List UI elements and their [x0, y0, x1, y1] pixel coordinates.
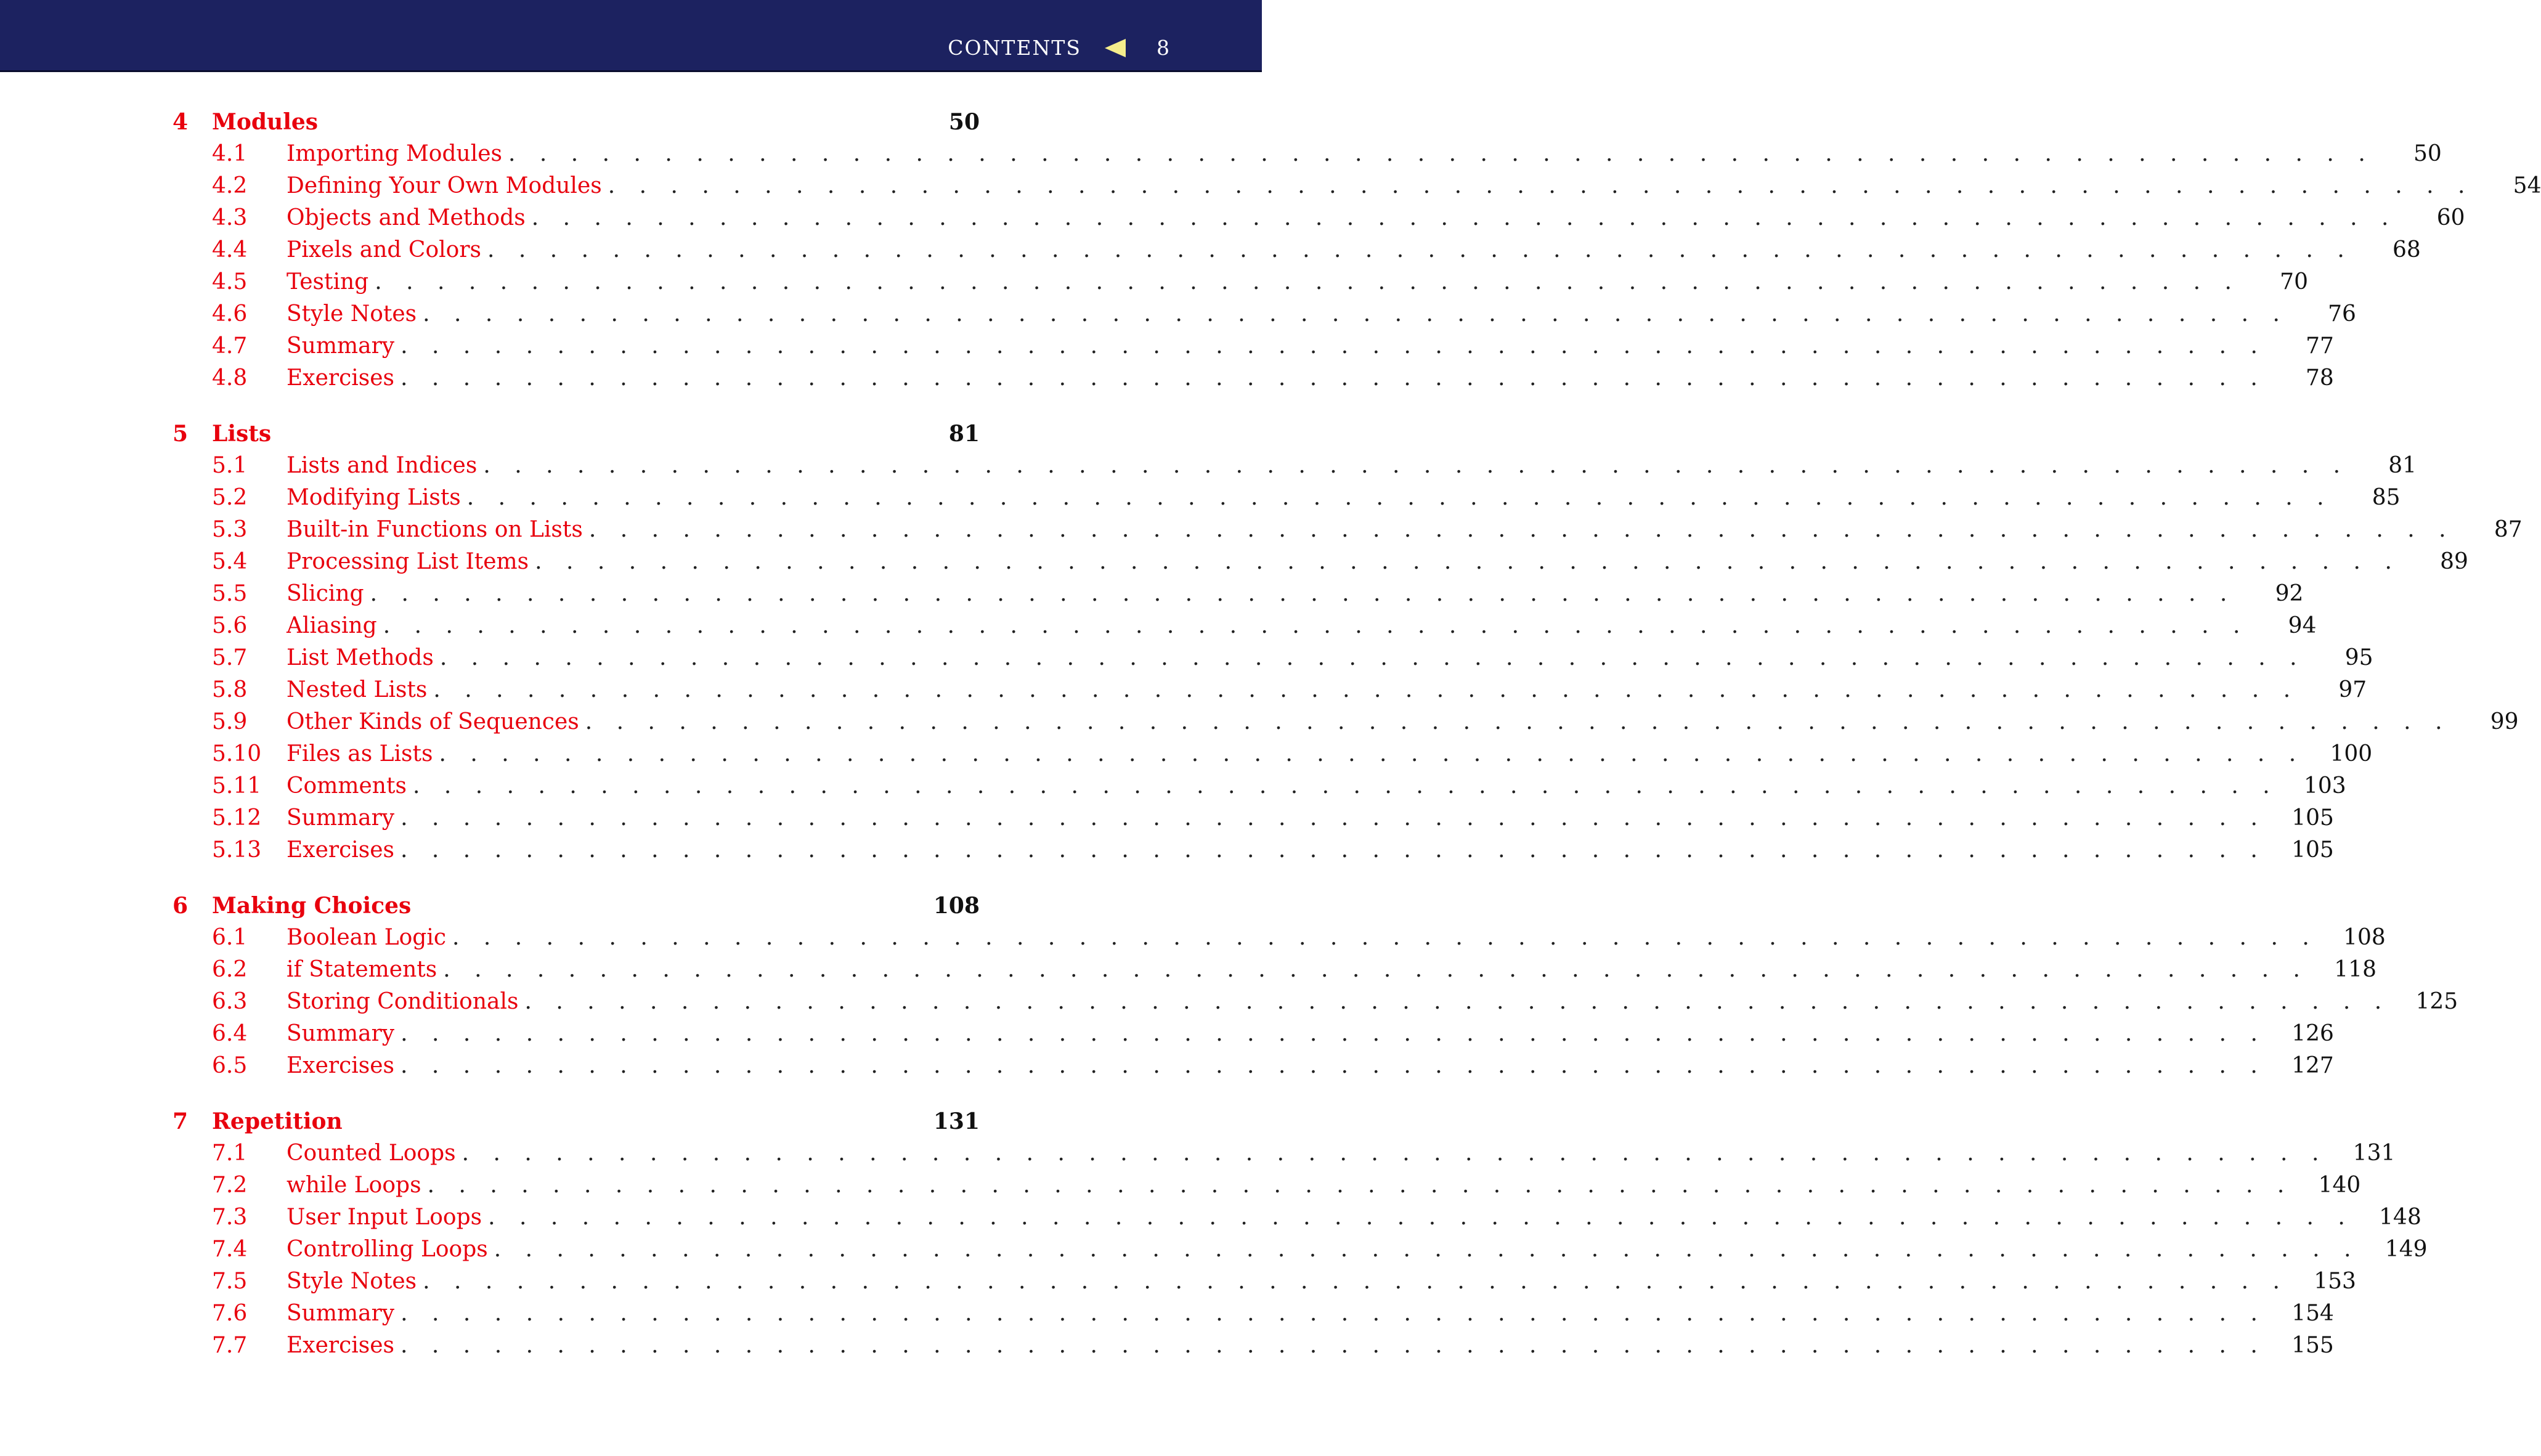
header-bar	[0, 0, 1262, 72]
dot-leader: . . . . . . . . . . . . . . . . . . . . . . . . . . . . . . . . . . . . . . . . . . . . . . . . . . . . . . . . . . . .	[400, 1021, 2266, 1046]
section-number[interactable]: 5.6	[212, 613, 248, 638]
dot-leader: . . . . . . . . . . . . . . . . . . . . . . . . . . . . . . . . . . . . . . . . . . . . . . . . . . . . . . . . . . . .	[452, 925, 2318, 950]
section-title-link[interactable]: Lists and Indices	[287, 453, 478, 478]
section-number[interactable]: 5.5	[212, 581, 248, 606]
dot-leader: . . . . . . . . . . . . . . . . . . . . . . . . . . . . . . . . . . . . . . . . . . . . . . . . . . . . . . . . . . . .	[466, 485, 2333, 510]
section-number[interactable]: 5.1	[212, 453, 248, 478]
section-entry[interactable]	[173, 1266, 2356, 1298]
section-entry[interactable]	[173, 1234, 2428, 1266]
section-entry[interactable]	[173, 514, 2523, 546]
section-number[interactable]: 4.1	[212, 141, 248, 166]
section-number[interactable]: 7.1	[212, 1141, 248, 1166]
dot-leader: . . . . . . . . . . . . . . . . . . . . . . . . . . . . . . . . . . . . . . . . . . . . . . . . . . . . . . . . . . . .	[588, 517, 2455, 542]
dot-leader: . . . . . . . . . . . . . . . . . . . . . . . . . . . . . . . . . . . . . . . . . . . . . . . . . . . . . . . . . . . .	[427, 1173, 2293, 1198]
section-number[interactable]: 4.4	[212, 237, 248, 262]
section-page-number: 126	[2291, 1021, 2334, 1046]
section-number[interactable]: 6.2	[212, 957, 248, 982]
section-number[interactable]: 7.2	[212, 1173, 248, 1198]
dot-leader: . . . . . . . . . . . . . . . . . . . . . . . . . . . . . . . . . . . . . . . . . . . . . . . . . . . . . . . . . . . .	[412, 773, 2279, 799]
section-page-number: 105	[2291, 837, 2334, 863]
page-number: 8	[1157, 36, 1169, 60]
chapter-entry[interactable]	[173, 418, 980, 450]
dot-leader: . . . . . . . . . . . . . . . . . . . . . . . . . . . . . . . . . . . . . . . . . . . . . . . . . . . . . . . . . . . .	[400, 333, 2266, 359]
section-title-link[interactable]: Objects and Methods	[287, 205, 526, 230]
section-title-link[interactable]: if Statements	[287, 957, 437, 982]
section-title-link[interactable]: Controlling Loops	[287, 1237, 488, 1262]
section-title-link[interactable]: Defining Your Own Modules	[287, 173, 602, 198]
chapter-title-link[interactable]: Making Choices	[212, 893, 412, 919]
section-page-number: 81	[2388, 453, 2417, 478]
dot-leader: . . . . . . . . . . . . . . . . . . . . . . . . . . . . . . . . . . . . . . . . . . . . . . . . . . . . . . . . . . . .	[400, 1333, 2266, 1358]
dot-leader: . . . . . . . . . . . . . . . . . . . . . . . . . . . . . . . . . . . . . . . . . . . . . . . . . . . . . . . . . . . .	[433, 677, 2299, 702]
chapter-number[interactable]: 4	[173, 109, 189, 135]
section-page-number: 108	[2343, 925, 2386, 950]
section-page-number: 92	[2275, 581, 2304, 606]
section-page-number: 140	[2318, 1173, 2361, 1198]
section-number[interactable]: 5.13	[212, 837, 262, 863]
section-entry[interactable]	[173, 202, 2465, 234]
section-number[interactable]: 5.3	[212, 517, 248, 542]
chapter-page-number: 81	[948, 421, 980, 447]
dot-leader: . . . . . . . . . . . . . . . . . . . . . . . . . . . . . . . . . . . . . . . . . . . . . . . . . . . . . . . . . . . .	[585, 709, 2451, 734]
section-title-link[interactable]: Comments	[287, 773, 407, 799]
section-entry[interactable]	[173, 266, 2308, 298]
section-title-link[interactable]: Slicing	[287, 581, 364, 606]
section-title-link[interactable]: Importing Modules	[287, 141, 502, 166]
section-page-number: 100	[2330, 741, 2373, 767]
header-section-label[interactable]: CONTENTS	[948, 36, 1081, 60]
section-number[interactable]: 7.3	[212, 1205, 248, 1230]
section-number[interactable]: 7.4	[212, 1237, 248, 1262]
section-page-number: 85	[2372, 485, 2401, 510]
dot-leader: . . . . . . . . . . . . . . . . . . . . . . . . . . . . . . . . . . . . . . . . . . . . . . . . . . . . . . . . . . . .	[494, 1237, 2360, 1262]
section-number[interactable]: 5.8	[212, 677, 248, 702]
section-page-number: 78	[2305, 365, 2334, 391]
section-title-link[interactable]: Storing Conditionals	[287, 989, 519, 1014]
section-entry[interactable]	[173, 234, 2421, 266]
section-entry[interactable]	[173, 1298, 2334, 1330]
section-title-link[interactable]: Summary	[287, 805, 395, 831]
dot-leader: . . . . . . . . . . . . . . . . . . . . . . . . . . . . . . . . . . . . . . . . . . . . . . . . . . . . . . . . . . . .	[487, 237, 2353, 262]
section-entry[interactable]	[173, 138, 2442, 170]
section-title-link[interactable]: Style Notes	[287, 1269, 417, 1294]
dot-leader: . . . . . . . . . . . . . . . . . . . . . . . . . . . . . . . . . . . . . . . . . . . . . . . . . . . . . . . . . . . .	[423, 301, 2288, 327]
section-number[interactable]: 5.9	[212, 709, 248, 734]
chapter-number[interactable]: 5	[173, 421, 189, 447]
section-number[interactable]: 4.6	[212, 301, 248, 327]
dot-leader: . . . . . . . . . . . . . . . . . . . . . . . . . . . . . . . . . . . . . . . . . . . . . . . . . . . . . . . . . . . .	[488, 1205, 2354, 1230]
section-number[interactable]: 6.5	[212, 1053, 248, 1078]
chapter-page-number: 50	[948, 109, 980, 135]
section-number[interactable]: 4.2	[212, 173, 248, 198]
dot-leader: . . . . . . . . . . . . . . . . . . . . . . . . . . . . . . . . . . . . . . . . . . . . . . . . . . . . . . . . . . . .	[370, 581, 2236, 606]
section-page-number: 76	[2328, 301, 2356, 327]
section-page-number: 54	[2513, 173, 2541, 198]
chapter-page-number: 108	[933, 893, 980, 919]
section-title-link[interactable]: Pixels and Colors	[287, 237, 482, 262]
section-page-number: 131	[2352, 1141, 2396, 1166]
section-entry[interactable]	[173, 298, 2356, 330]
section-page-number: 68	[2392, 237, 2421, 262]
section-number[interactable]: 6.3	[212, 989, 248, 1014]
section-entry[interactable]	[173, 170, 2541, 202]
section-title-link[interactable]: Exercises	[287, 837, 395, 863]
dot-leader: . . . . . . . . . . . . . . . . . . . . . . . . . . . . . . . . . . . . . . . . . . . . . . . . . . . . . . . . . . . .	[443, 957, 2309, 982]
section-title-link[interactable]: Summary	[287, 1021, 395, 1046]
section-title-link[interactable]: Exercises	[287, 1053, 395, 1078]
section-number[interactable]: 4.8	[212, 365, 248, 391]
section-page-number: 148	[2379, 1205, 2421, 1230]
section-number[interactable]: 7.7	[212, 1333, 248, 1358]
section-entry[interactable]	[173, 674, 2367, 706]
chapter-number[interactable]: 6	[173, 893, 189, 919]
section-page-number: 87	[2494, 517, 2523, 542]
section-number[interactable]: 6.4	[212, 1021, 248, 1046]
section-entry[interactable]	[173, 330, 2334, 362]
section-title-link[interactable]: Processing List Items	[287, 549, 529, 574]
chapter-page-number: 131	[933, 1108, 980, 1134]
dot-leader: . . . . . . . . . . . . . . . . . . . . . . . . . . . . . . . . . . . . . . . . . . . . . . . . . . . . . . . . . . . .	[375, 269, 2240, 295]
dot-leader: . . . . . . . . . . . . . . . . . . . . . . . . . . . . . . . . . . . . . . . . . . . . . . . . . . . . . . . . . . . .	[400, 365, 2266, 391]
section-number[interactable]: 5.11	[212, 773, 262, 799]
section-number[interactable]: 6.1	[212, 925, 248, 950]
dot-leader: . . . . . . . . . . . . . . . . . . . . . . . . . . . . . . . . . . . . . . . . . . . . . . . . . . . . . . . . . . . .	[608, 173, 2474, 198]
section-page-number: 105	[2291, 805, 2334, 831]
dot-leader: . . . . . . . . . . . . . . . . . . . . . . . . . . . . . . . . . . . . . . . . . . . . . . . . . . . . . . . . . . . .	[400, 837, 2266, 863]
section-entry[interactable]	[173, 770, 2346, 802]
section-number[interactable]: 4.3	[212, 205, 248, 230]
section-title-link[interactable]: Exercises	[287, 1333, 395, 1358]
section-number[interactable]: 5.2	[212, 485, 248, 510]
section-entry[interactable]	[173, 922, 2386, 954]
section-page-number: 50	[2413, 141, 2442, 166]
section-entry[interactable]	[173, 482, 2401, 514]
left-triangle-icon[interactable]	[1105, 39, 1126, 57]
section-entry[interactable]	[173, 1330, 2334, 1362]
section-entry[interactable]	[173, 1137, 2396, 1169]
section-page-number: 118	[2334, 957, 2376, 982]
toc-chapter	[173, 418, 2523, 866]
dot-leader: . . . . . . . . . . . . . . . . . . . . . . . . . . . . . . . . . . . . . . . . . . . . . . . . . . . . . . . . . . . .	[461, 1141, 2328, 1166]
section-page-number: 70	[2280, 269, 2308, 295]
section-page-number: 125	[2415, 989, 2458, 1014]
section-number[interactable]: 5.7	[212, 645, 248, 670]
section-page-number: 94	[2288, 613, 2317, 638]
dot-leader: . . . . . . . . . . . . . . . . . . . . . . . . . . . . . . . . . . . . . . . . . . . . . . . . . . . . . . . . . . . .	[535, 549, 2401, 574]
section-title-link[interactable]: Summary	[287, 333, 395, 359]
section-page-number: 103	[2303, 773, 2346, 799]
section-page-number: 153	[2314, 1269, 2356, 1294]
chapter-title-link[interactable]: Repetition	[212, 1108, 343, 1134]
section-entry[interactable]	[173, 802, 2334, 834]
section-page-number: 77	[2306, 333, 2334, 359]
section-entry[interactable]	[173, 738, 2373, 770]
section-title-link[interactable]: Modifying Lists	[287, 485, 461, 510]
dot-leader: . . . . . . . . . . . . . . . . . . . . . . . . . . . . . . . . . . . . . . . . . . . . . . . . . . . . . . . . . . . .	[483, 453, 2349, 478]
header-nav	[948, 36, 1169, 60]
section-page-number: 127	[2291, 1053, 2334, 1078]
section-title-link[interactable]: Nested Lists	[287, 677, 428, 702]
section-title-link[interactable]: Counted Loops	[287, 1141, 456, 1166]
toc-chapter	[173, 106, 2541, 394]
section-page-number: 155	[2291, 1333, 2334, 1358]
section-title-link[interactable]: Aliasing	[287, 613, 377, 638]
section-entry[interactable]	[173, 1050, 2334, 1082]
section-entry[interactable]	[173, 1202, 2421, 1234]
section-entry[interactable]	[173, 834, 2334, 866]
section-number[interactable]: 5.4	[212, 549, 248, 574]
dot-leader: . . . . . . . . . . . . . . . . . . . . . . . . . . . . . . . . . . . . . . . . . . . . . . . . . . . . . . . . . . . .	[400, 1053, 2266, 1078]
dot-leader: . . . . . . . . . . . . . . . . . . . . . . . . . . . . . . . . . . . . . . . . . . . . . . . . . . . . . . . . . . . .	[439, 741, 2305, 767]
toc-chapter	[173, 890, 2458, 1082]
dot-leader: . . . . . . . . . . . . . . . . . . . . . . . . . . . . . . . . . . . . . . . . . . . . . . . . . . . . . . . . . . . .	[383, 613, 2249, 638]
table-of-contents	[173, 106, 2541, 1385]
section-entry[interactable]	[173, 642, 2373, 674]
section-number[interactable]: 4.7	[212, 333, 248, 359]
section-entry[interactable]	[173, 610, 2317, 642]
section-entry[interactable]	[173, 1169, 2361, 1202]
section-page-number: 149	[2384, 1237, 2428, 1262]
toc-chapter	[173, 1105, 2428, 1362]
section-entry[interactable]	[173, 954, 2376, 986]
section-entry[interactable]	[173, 706, 2519, 738]
chapter-entry[interactable]	[173, 106, 980, 138]
section-title-link[interactable]: Files as Lists	[287, 741, 433, 767]
section-number[interactable]: 7.6	[212, 1301, 248, 1326]
section-title-link[interactable]: Testing	[287, 269, 369, 295]
section-title-link[interactable]: Boolean Logic	[287, 925, 447, 950]
section-page-number: 89	[2440, 549, 2468, 574]
section-title-link[interactable]: while Loops	[287, 1173, 421, 1198]
section-page-number: 60	[2436, 205, 2465, 230]
dot-leader: . . . . . . . . . . . . . . . . . . . . . . . . . . . . . . . . . . . . . . . . . . . . . . . . . . . . . . . . . . . .	[439, 645, 2306, 670]
dot-leader: . . . . . . . . . . . . . . . . . . . . . . . . . . . . . . . . . . . . . . . . . . . . . . . . . . . . . . . . . . . .	[423, 1269, 2288, 1294]
section-title-link[interactable]: Summary	[287, 1301, 395, 1326]
section-title-link[interactable]: Style Notes	[287, 301, 417, 327]
chapter-entry[interactable]	[173, 890, 980, 922]
section-entry[interactable]	[173, 546, 2468, 578]
section-page-number: 99	[2490, 709, 2519, 734]
section-entry[interactable]	[173, 362, 2334, 394]
section-page-number: 154	[2291, 1301, 2334, 1326]
section-entry[interactable]	[173, 450, 2417, 482]
section-number[interactable]: 7.5	[212, 1269, 248, 1294]
chapter-title-link[interactable]: Lists	[212, 421, 272, 447]
section-entry[interactable]	[173, 578, 2304, 610]
chapter-title-link[interactable]: Modules	[212, 109, 319, 135]
section-page-number: 95	[2344, 645, 2373, 670]
section-title-link[interactable]: List Methods	[287, 645, 434, 670]
section-entry[interactable]	[173, 986, 2458, 1018]
section-title-link[interactable]: Built-in Functions on Lists	[287, 517, 583, 542]
chapter-entry[interactable]	[173, 1105, 980, 1137]
dot-leader: . . . . . . . . . . . . . . . . . . . . . . . . . . . . . . . . . . . . . . . . . . . . . . . . . . . . . . . . . . . .	[508, 141, 2374, 166]
section-number[interactable]: 5.12	[212, 805, 262, 831]
section-title-link[interactable]: Exercises	[287, 365, 395, 391]
dot-leader: . . . . . . . . . . . . . . . . . . . . . . . . . . . . . . . . . . . . . . . . . . . . . . . . . . . . . . . . . . . .	[400, 1301, 2266, 1326]
chapter-number[interactable]: 7	[173, 1108, 189, 1134]
dot-leader: . . . . . . . . . . . . . . . . . . . . . . . . . . . . . . . . . . . . . . . . . . . . . . . . . . . . . . . . . . . .	[531, 205, 2397, 230]
section-title-link[interactable]: Other Kinds of Sequences	[287, 709, 579, 734]
dot-leader: . . . . . . . . . . . . . . . . . . . . . . . . . . . . . . . . . . . . . . . . . . . . . . . . . . . . . . . . . . . .	[400, 805, 2266, 831]
section-number[interactable]: 5.10	[212, 741, 262, 767]
section-entry[interactable]	[173, 1018, 2334, 1050]
dot-leader: . . . . . . . . . . . . . . . . . . . . . . . . . . . . . . . . . . . . . . . . . . . . . . . . . . . . . . . . . . . .	[524, 989, 2391, 1014]
section-page-number: 97	[2338, 677, 2367, 702]
section-number[interactable]: 4.5	[212, 269, 248, 295]
section-title-link[interactable]: User Input Loops	[287, 1205, 482, 1230]
